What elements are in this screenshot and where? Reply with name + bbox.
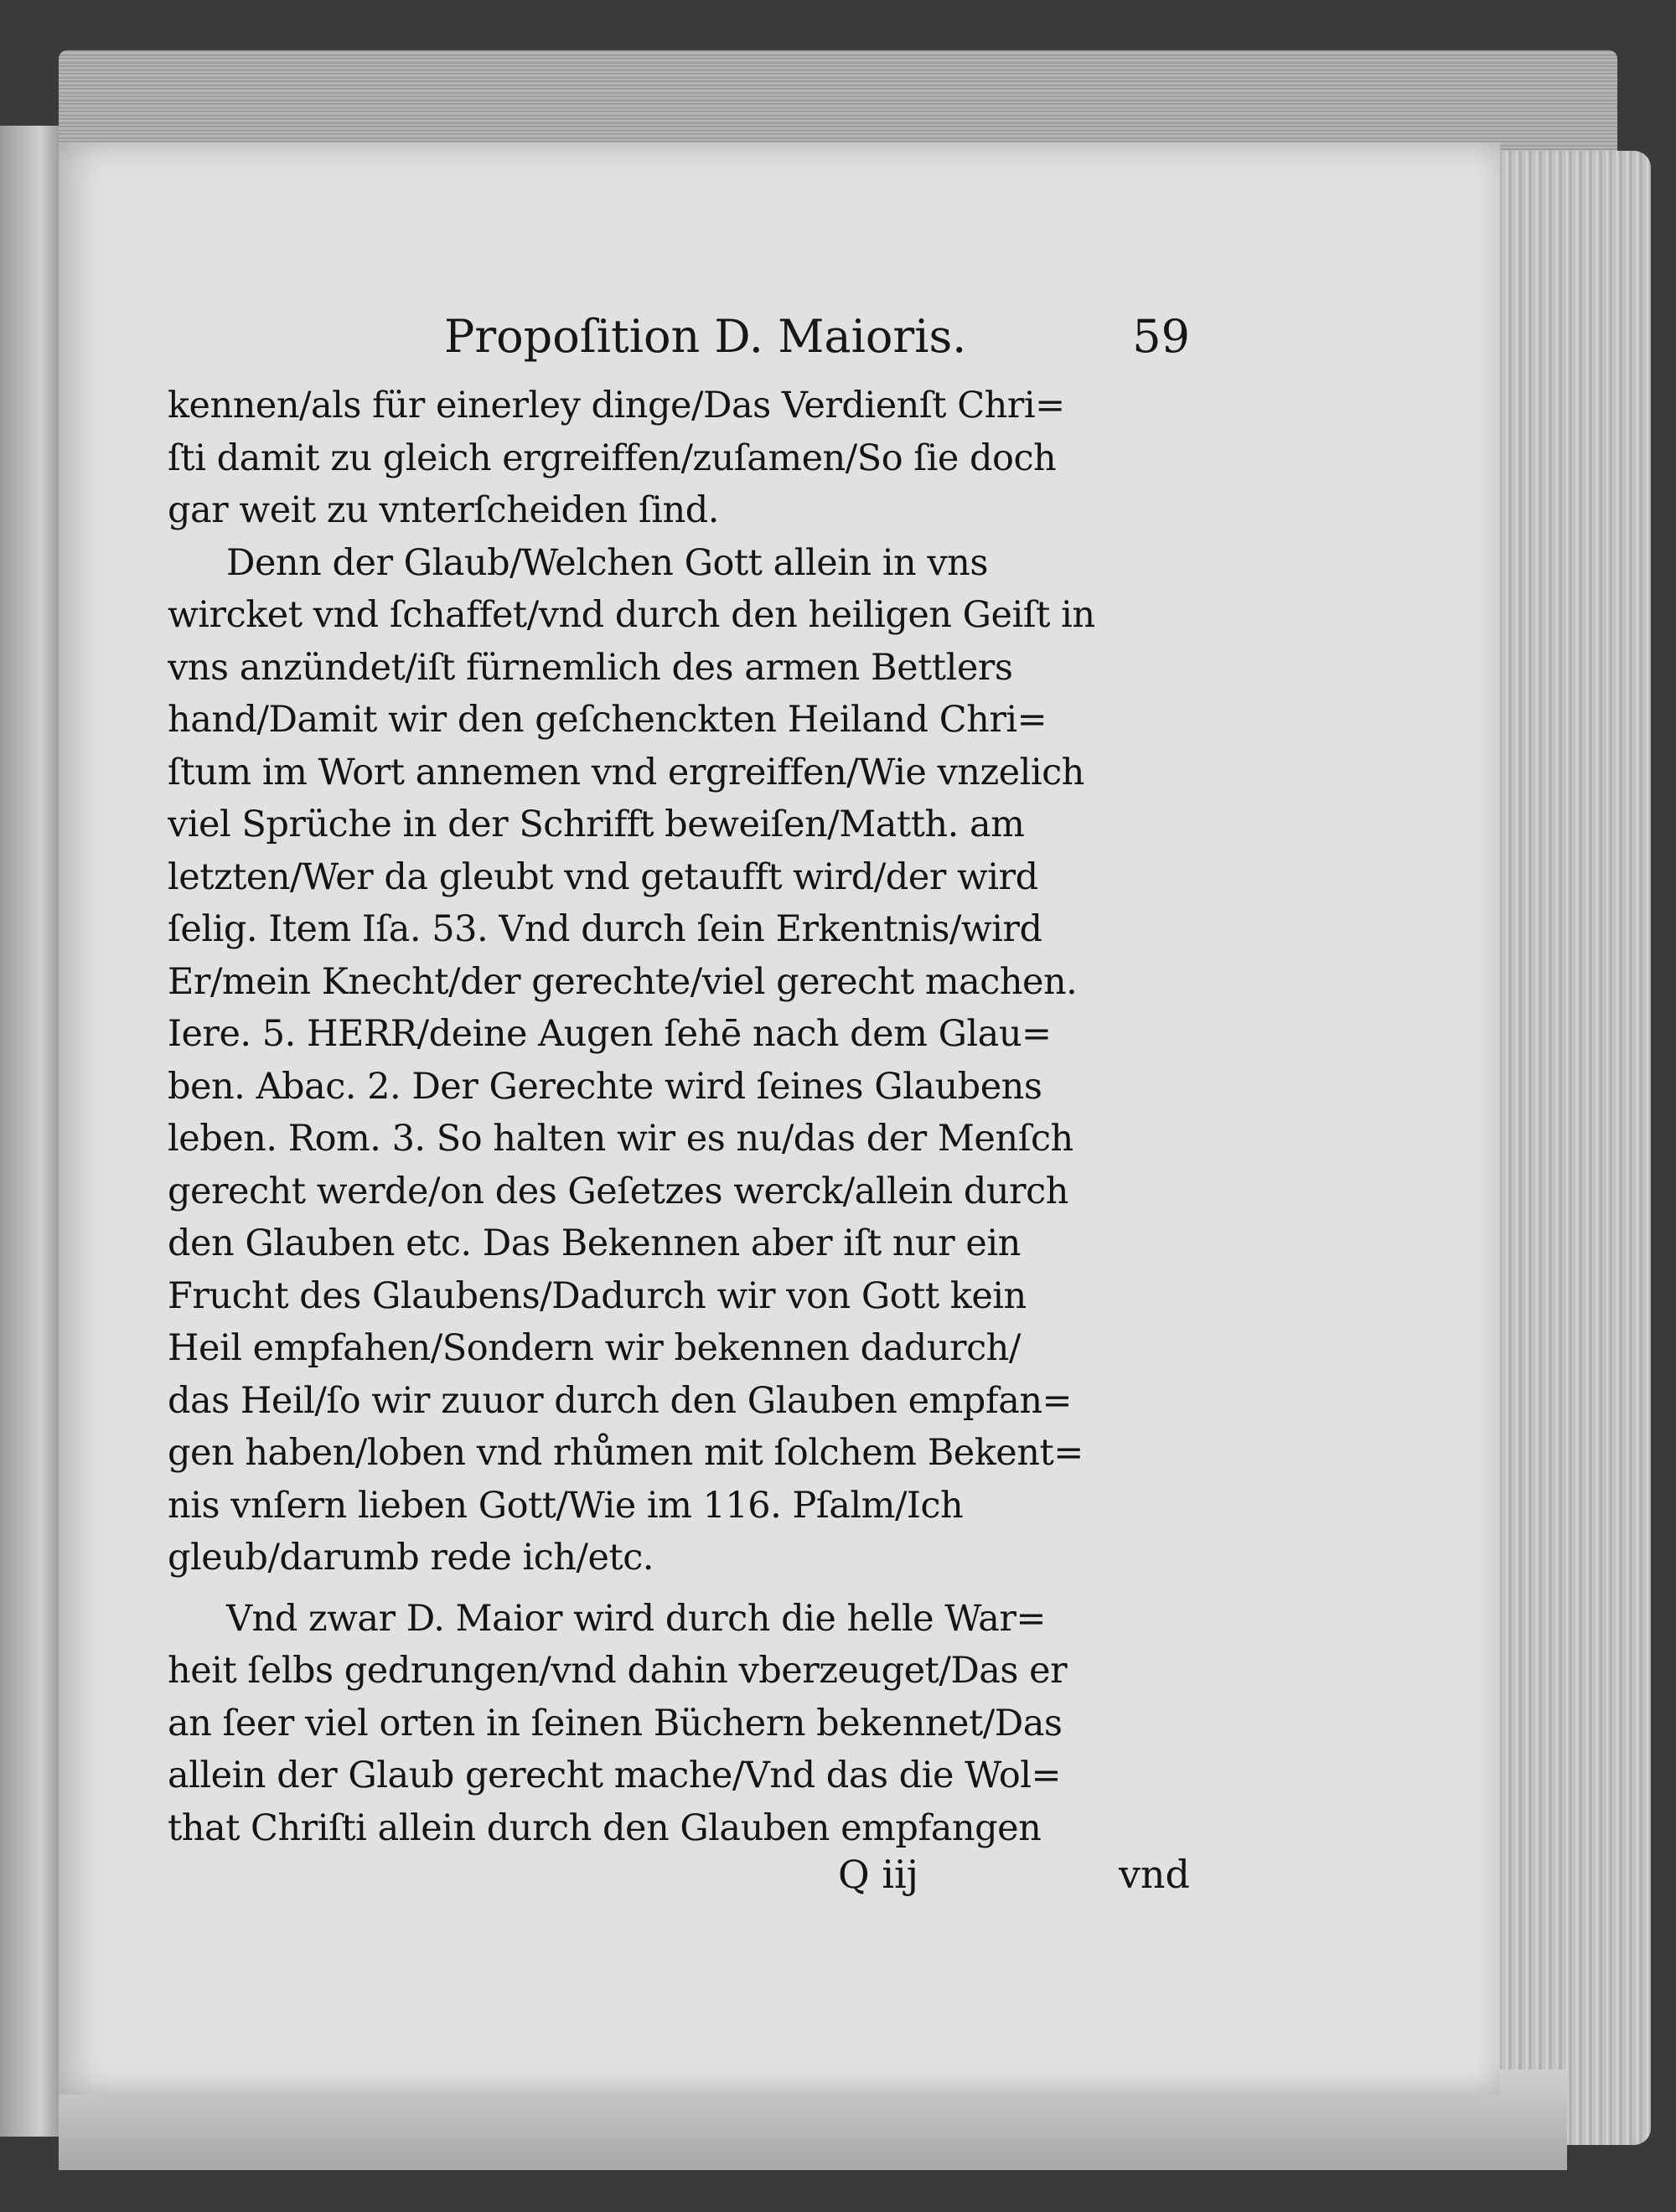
text-line: Iere. 5. HERR/deine Augen ſehē nach dem Glau=: [168, 1013, 1052, 1055]
text-line: nis vnſern lieben Gott/Wie im 116. Pſalm/Ich: [168, 1484, 964, 1527]
running-title: Propoſition D. Maioris.: [444, 310, 967, 363]
text-line: gar weit zu vnterſcheiden ſind.: [168, 489, 719, 531]
text-line: wircket vnd ſchaffet/vnd durch den heiligen Geiſt in: [168, 594, 1095, 636]
text-line: an ſeer viel orten in ſeinen Büchern bekennet/Das: [168, 1702, 1063, 1744]
left-page-edge: [0, 126, 67, 2137]
text-line: Er/mein Knecht/der gerechte/viel gerecht machen.: [168, 960, 1078, 1003]
text-line: kennen/als für einerley dinge/Das Verdienſt Chri=: [168, 385, 1065, 426]
text-line: das Heil/ſo wir zuuor durch den Glauben empfan=: [168, 1379, 1073, 1422]
catchword: vnd: [1118, 1852, 1190, 1897]
text-line: gen haben/loben vnd rhůmen mit ſolchem Bekent=: [168, 1432, 1084, 1474]
text-line: vns anzündet/iſt fürnemlich des armen Bettlers: [168, 646, 1013, 689]
text-line: viel Sprüche in der Schrifft beweiſen/Matth. am: [168, 804, 1025, 845]
page: [59, 142, 1500, 2095]
page-header: [385, 310, 1190, 377]
text-line: ſelig. Item Iſa. 53. Vnd durch ſein Erkentnis/wird: [168, 908, 1042, 950]
page-footer: [168, 1852, 1190, 1904]
text-line: gleub/darumb rede ich/etc.: [168, 1537, 654, 1579]
text-line: leben. Rom. 3. So halten wir es nu/das der Menſch: [168, 1118, 1073, 1160]
text-line: Vnd zwar D. Maior wird durch die helle War=: [226, 1597, 1046, 1640]
text-line: Frucht des Glaubens/Dadurch wir von Gott kein: [168, 1274, 1027, 1317]
page-number: 59: [1132, 310, 1190, 363]
text-line: ſtum im Wort annemen vnd ergreiffen/Wie vnzelich: [168, 751, 1084, 793]
text-line: hand/Damit wir den geſchenckten Heiland Chri=: [168, 699, 1048, 741]
text-line: Denn der Glaub/Welchen Gott allein in vns: [226, 541, 988, 584]
signature-mark: Q iij: [838, 1852, 919, 1897]
text-line: ſti damit zu gleich ergreiffen/zuſamen/So ſie doch: [168, 437, 1057, 479]
text-line: ben. Abac. 2. Der Gerechte wird ſeines Glaubens: [168, 1065, 1042, 1108]
text-line: gerecht werde/on des Geſetzes werck/allein durch: [168, 1170, 1068, 1212]
text-line: allein der Glaub gerecht mache/Vnd das die Wol=: [168, 1755, 1062, 1796]
text-line: Heil empfahen/Sondern wir bekennen dadurch/: [168, 1327, 1021, 1369]
fore-edge: [1483, 151, 1651, 2145]
text-line: den Glauben etc. Das Bekennen aber iſt nur ein: [168, 1222, 1021, 1264]
body-text: [168, 380, 1190, 1854]
text-line: that Chriſti allein durch den Glauben empfangen: [168, 1806, 1042, 1849]
text-line: heit ſelbs gedrungen/vnd dahin vberzeuget/Das er: [168, 1650, 1068, 1692]
text-line: letzten/Wer da gleubt vnd getaufft wird/der wird: [168, 855, 1038, 898]
